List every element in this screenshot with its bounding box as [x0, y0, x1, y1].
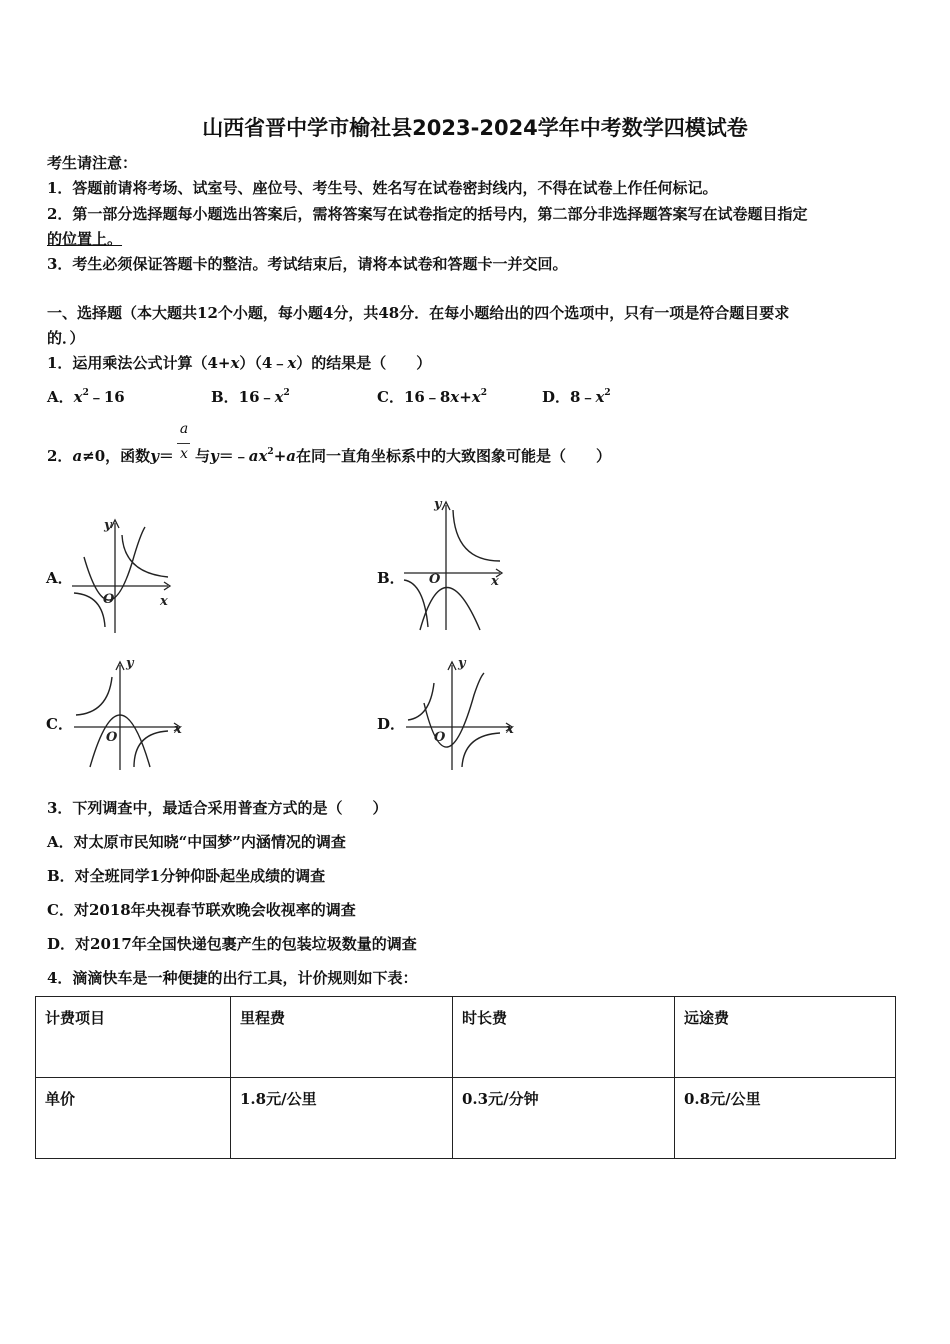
- table-header-cell: 远途费: [675, 997, 896, 1078]
- x-axis-label: x: [160, 594, 168, 609]
- q2-graph-b: [400, 495, 510, 635]
- q1-option-a: A．$x^2﹣16$: [47, 388, 125, 406]
- q2-graph-a: [68, 515, 178, 635]
- section-heading-cont: 的．）: [47, 329, 85, 347]
- y-axis-label: y: [104, 518, 112, 533]
- notice-item-3: 3．考生必须保证答题卡的整洁。考试结束后，请将本试卷和答题卡一并交回。: [47, 255, 568, 273]
- q2-graph-c: [68, 655, 188, 773]
- q2-option-d-label: D．: [377, 715, 406, 733]
- q1-option-d: D．$8﹣x^2$: [542, 388, 611, 406]
- hyperbola-branch-left: [76, 677, 112, 715]
- origin-label: O: [103, 592, 115, 607]
- x-axis-label: x: [174, 722, 182, 737]
- table-header-row: [36, 997, 896, 1078]
- hyperbola-branch-right: [453, 510, 500, 561]
- q3-stem: 3．下列调查中，最适合采用普查方式的是（ ）: [47, 799, 388, 817]
- parabola-curve: [424, 673, 484, 747]
- origin-label: O: [434, 730, 446, 745]
- table-cell: 1.8元/公里: [231, 1078, 453, 1159]
- fare-table: [35, 996, 896, 1159]
- q2-fraction-denominator: x: [180, 446, 188, 462]
- q3-option-c: C．对2018年央视春节联欢晚会收视率的调查: [47, 901, 356, 919]
- hyperbola-branch-left: [74, 593, 105, 627]
- origin-label: O: [106, 730, 118, 745]
- q2-stem-part1: 2．a≠0，函数y＝: [47, 447, 174, 465]
- section-heading: 一、选择题（本大题共12个小题，每小题4分，共48分．在每小题给出的四个选项中，只有一项是符合题目要求: [47, 304, 790, 322]
- table-row: [36, 1078, 896, 1159]
- y-axis-label: y: [126, 656, 134, 671]
- hyperbola-branch-left: [404, 580, 428, 627]
- q4-stem: 4．滴滴快车是一种便捷的出行工具，计价规则如下表：: [47, 969, 418, 987]
- y-axis-label: y: [458, 656, 466, 671]
- hyperbola-branch-right: [462, 733, 500, 767]
- x-axis-label: x: [506, 722, 514, 737]
- notice-item-1: 1．答题前请将考场、试室号、座位号、考生号、姓名写在试卷密封线内，不得在试卷上作任何标记。: [47, 179, 718, 197]
- q2-option-a-label: A．: [46, 569, 73, 587]
- q2-option-b-label: B．: [377, 569, 405, 587]
- q2-option-c-label: C．: [46, 715, 73, 733]
- exam-title: 山西省晋中学市榆社县2023-2024学年中考数学四模试卷: [202, 116, 748, 140]
- q2-stem-part2: 与$y=﹣ax^2+a$在同一直角坐标系中的大致图象可能是（ ）: [195, 447, 612, 465]
- q2-fraction-bar: [177, 443, 190, 444]
- q3-option-a: A．对太原市民知晓“中国梦”内涵情况的调查: [47, 833, 346, 851]
- table-header-cell: 里程费: [231, 997, 453, 1078]
- q1-option-c: C．$16﹣8x+x^2$: [377, 388, 487, 406]
- y-axis-label: y: [434, 497, 442, 512]
- table-header-cell: 计费项目: [36, 997, 231, 1078]
- q3-option-b: B．对全班同学1分钟仰卧起坐成绩的调查: [47, 867, 326, 885]
- notice-item-2-cont: 的位置上。: [47, 230, 123, 248]
- origin-label: O: [429, 572, 441, 587]
- q1-stem: 1．运用乘法公式计算（4+x）（4﹣x）的结果是（ ）: [47, 354, 432, 372]
- table-header-cell: 时长费: [453, 997, 675, 1078]
- q2-fraction-numerator: a: [179, 421, 189, 437]
- table-cell: 0.3元/分钟: [453, 1078, 675, 1159]
- notice-heading: 考生请注意：: [47, 154, 138, 172]
- q2-graph-d: [400, 655, 520, 773]
- x-axis-label: x: [491, 574, 499, 589]
- table-cell: 单价: [36, 1078, 231, 1159]
- q3-option-d: D．对2017年全国快递包裹产生的包装垃圾数量的调查: [47, 935, 417, 953]
- notice-item-2: 2．第一部分选择题每小题选出答案后，需将答案写在试卷指定的括号内，第二部分非选择题答案写在试卷题目指定: [47, 205, 808, 223]
- hyperbola-branch-left: [408, 683, 434, 720]
- parabola-curve: [420, 588, 480, 631]
- table-cell: 0.8元/公里: [675, 1078, 896, 1159]
- q1-option-b: B．$16﹣x^2$: [211, 388, 290, 406]
